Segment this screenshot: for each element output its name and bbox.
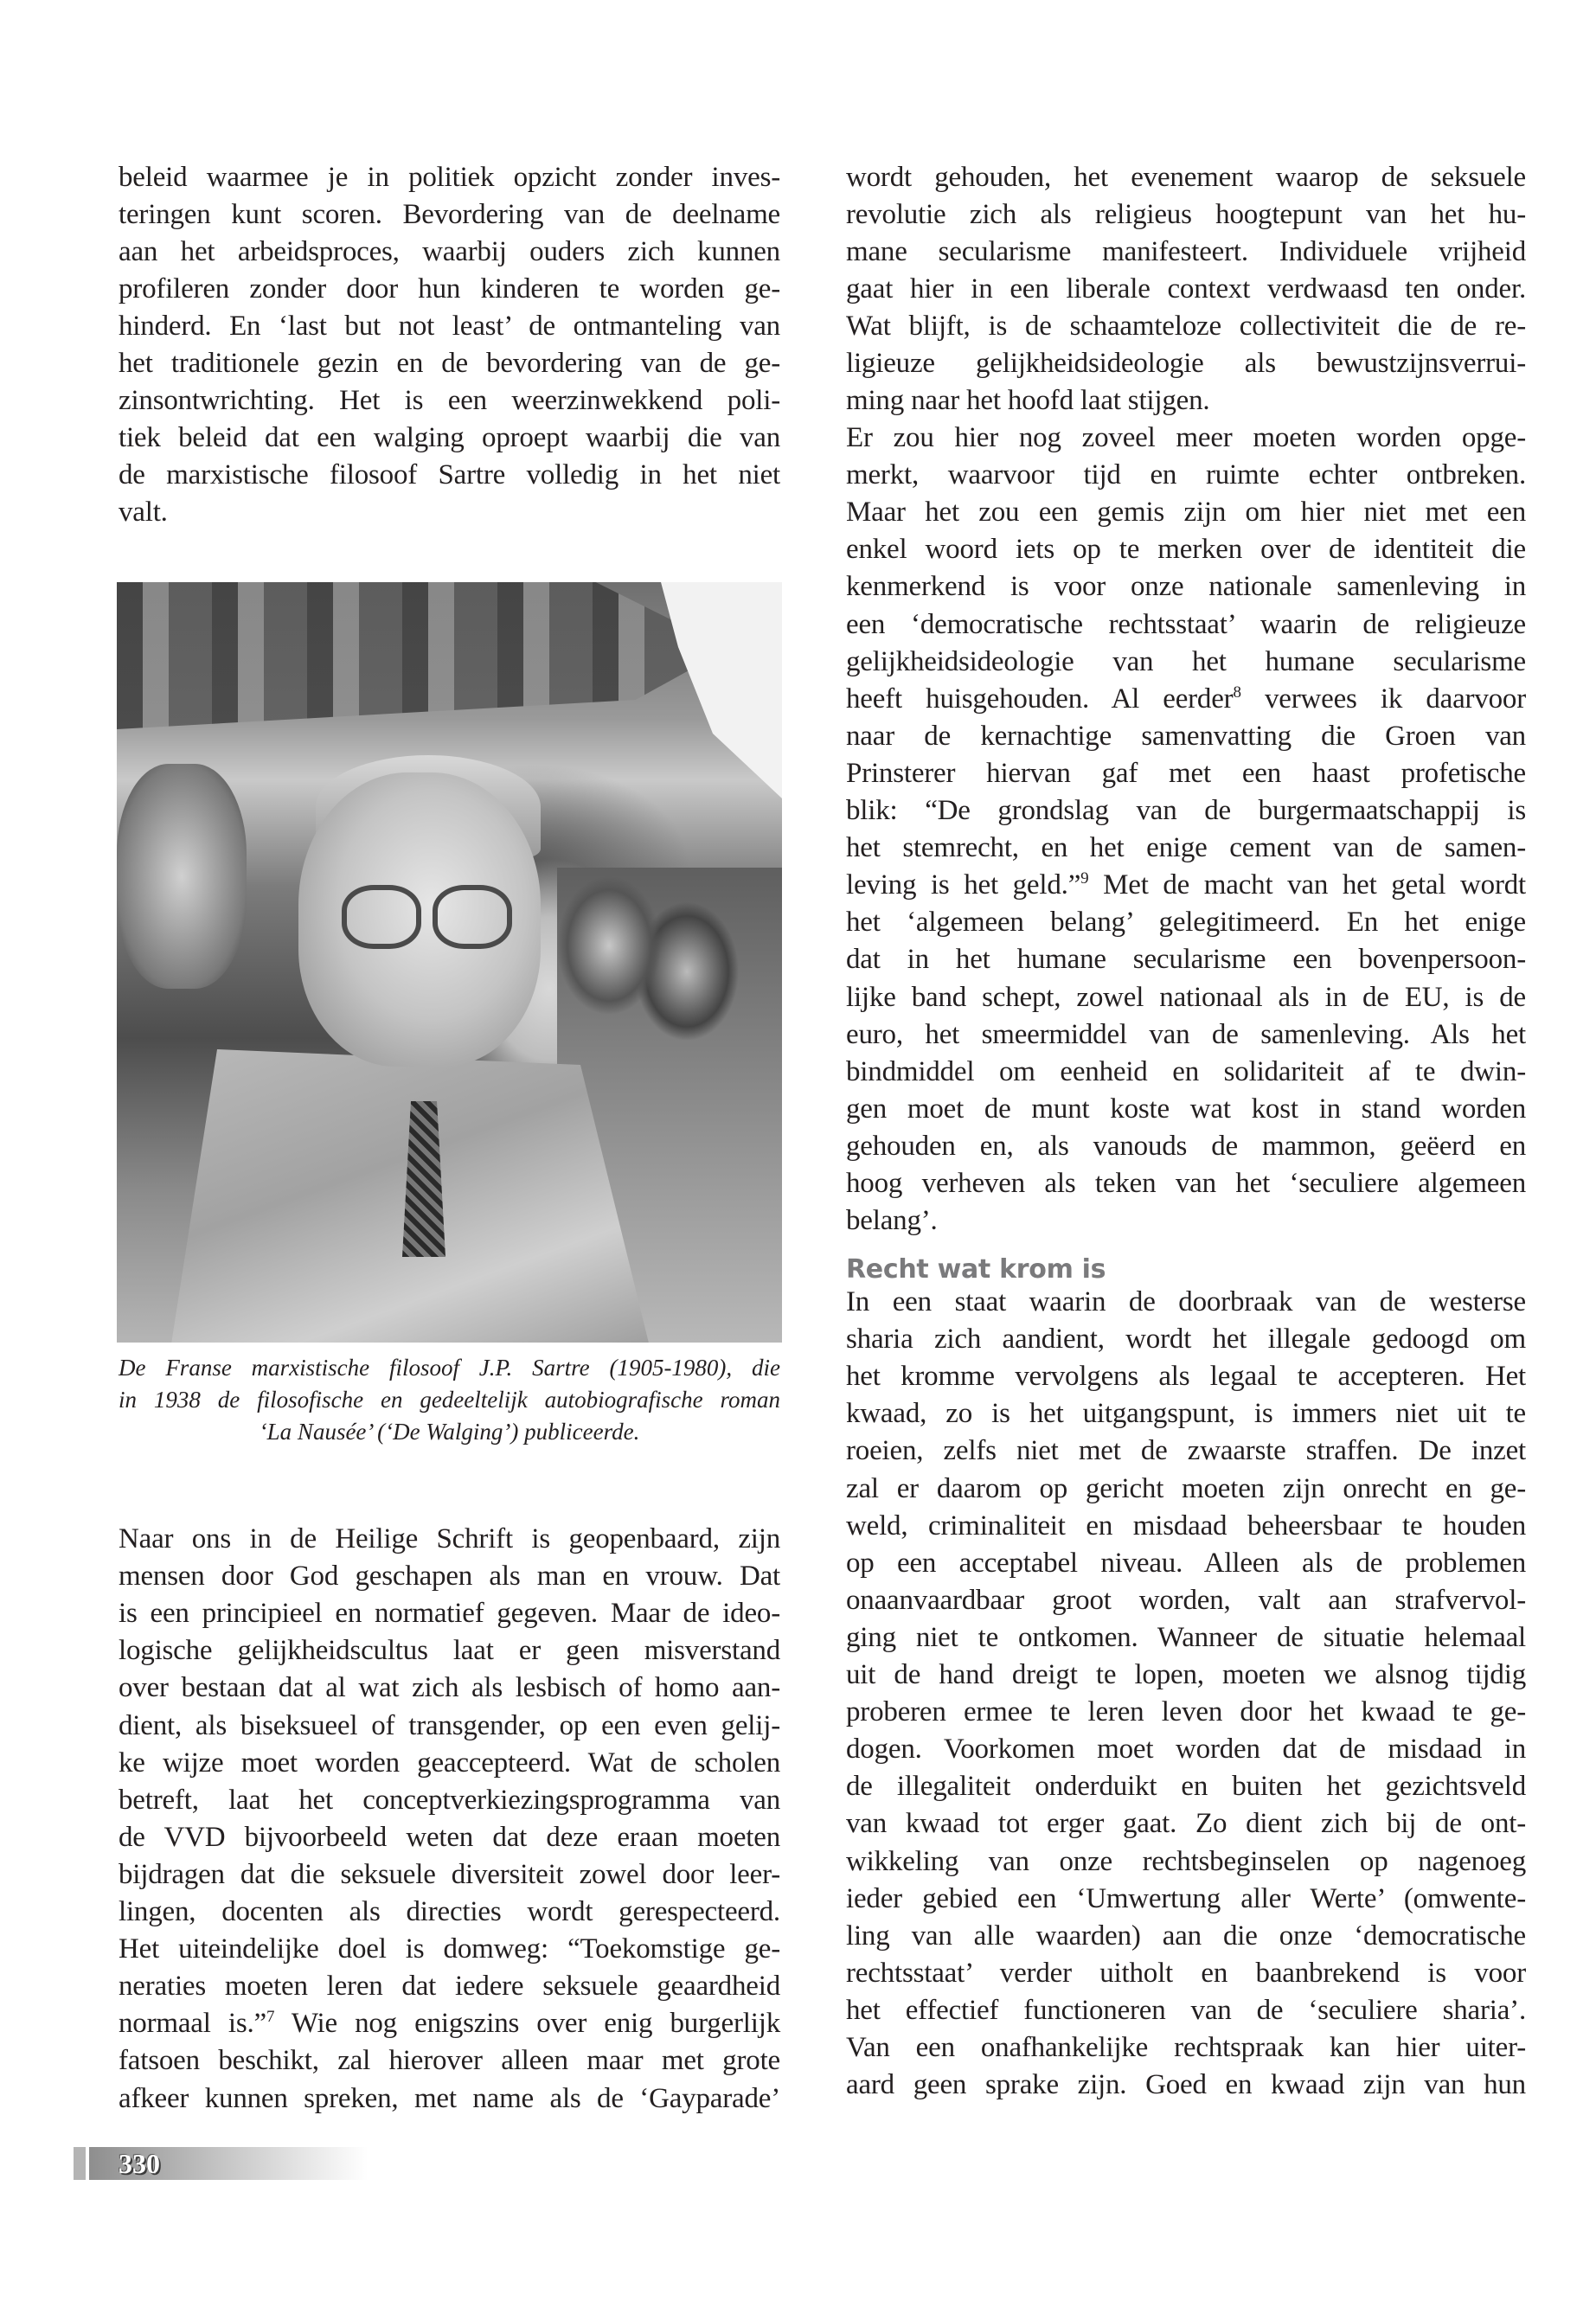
right-column [846,0,1526,2301]
body-text-line: bijdragen dat die seksuele diversiteit zowel door leer- [119,1858,780,1890]
body-text-line: een ‘democratische rechtsstaat’ waarin de religieuze [846,608,1526,640]
body-text-line: het effectief functioneren van de ‘seculiere sharia’. [846,1994,1526,2026]
body-text-line: fatsoen beschikt, zal hierover alleen maar met grote [119,2045,780,2077]
body-text-line: dat in het humane secularisme een bovenpersoon- [846,944,1526,976]
body-text-line [846,867,1526,904]
body-text-line: Het uiteindelijke doel is domweg: “Toekomstige ge- [119,1933,780,1965]
body-text-line: rechtsstaat’ verder uitholt en baanbrekend is voor [846,1957,1526,1989]
body-text-line: Naar ons in de Heilige Schrift is geopenbaard, zijn [119,1523,780,1554]
body-text-line: aan het arbeidsproces, waarbij ouders zich kunnen [119,236,780,267]
body-text-line: uit de hand dreigt te lopen, moeten we alsnog tijdig [846,1659,1526,1690]
page-number-bar [74,2147,368,2180]
page-bar-stripe [74,2147,86,2180]
body-text-line: beleid waarmee je in politiek opzicht zonder inves- [119,162,780,193]
body-text-line: mensen door God geschapen als man en vrouw. Dat [119,1561,780,1593]
body-text-line: kenmerkend is voor onze nationale samenleving in [846,571,1526,603]
page-number: 330 [119,2148,160,2179]
body-text-line: lijke band schept, zowel nationaal als in de EU, is de [846,981,1526,1013]
body-text-line: ling van alle waarden) aan die onze ‘democratische [846,1920,1526,1952]
body-text-line: Prinsterer hiervan gaf met een haast profetische [846,757,1526,789]
body-text-line: wikkeling van onze rechtsbeginselen op nagenoeg [846,1845,1526,1877]
body-text-line: valt. [119,497,168,528]
body-text-line: belang’. [846,1205,938,1237]
body-text-line: profileren zonder door hun kinderen te worden ge- [119,273,780,304]
body-text-line: afkeer kunnen spreken, met name als de ‘Gayparade’ [119,2082,780,2114]
body-text-line: euro, het smeermiddel van de samenleving. Als het [846,1018,1526,1050]
body-text-line: weld, criminaliteit en misdaad beheersbaar te houden [846,1509,1526,1541]
body-text-line: het stemrecht, en het enige cement van de samen- [846,832,1526,864]
body-text-line: sharia zich aandient, wordt het illegale gedoogd om [846,1324,1526,1356]
text-run: verwees ik daarvoor [1240,683,1527,715]
body-text-line: blik: “De grondslag van de burgermaatschappij is [846,795,1526,826]
body-text-line [846,681,1526,718]
text-run: normaal is.” [119,2008,266,2040]
body-text-line: gelijkheidsideologie van het humane secularisme [846,645,1526,677]
body-text-line: neraties moeten leren dat iedere seksuele geaardheid [119,1971,780,2003]
photo-bystander-left [117,764,247,989]
body-text-line: onaanvaardbaar groot worden, valt aan strafvervol- [846,1584,1526,1616]
text-run: leving is het geld.” [846,869,1081,901]
body-text-line: ging niet te ontkomen. Wanneer de situatie helemaal [846,1621,1526,1653]
body-text-line: merkt, waarvoor tijd en ruimte echter ontbreken. [846,459,1526,491]
body-text-line: dogen. Voorkomen moet worden dat de misdaad in [846,1734,1526,1766]
body-text-line: gen moet de munt koste wat kost in stand worden [846,1093,1526,1125]
body-text-line: op een acceptabel niveau. Alleen als de problemen [846,1547,1526,1579]
left-column [119,0,780,2301]
body-text-line [119,2005,780,2042]
body-text-line: ming naar het hoofd laat stijgen. [846,385,1210,416]
footnote-reference: 9 [1080,869,1089,888]
text-run: Wie nog enigszins over enig burgerlijk [274,2008,781,2040]
body-text-line: Wat blijft, is de schaamteloze collectiviteit die de re- [846,311,1526,342]
body-text-line: hinderd. En ‘last but not least’ de ontmanteling van [119,311,780,342]
body-text-line: roeien, zelfs niet met de zwaarste straffen. De inzet [846,1435,1526,1467]
body-text-line: hoog verheven als teken van het ‘seculiere algemeen [846,1168,1526,1199]
body-text-line: wordt gehouden, het evenement waarop de seksuele [846,162,1526,193]
body-text-line: de marxistische filosoof Sartre volledig in het niet [119,459,780,490]
body-text-line: dient, als biseksueel of transgender, op een even gelij- [119,1709,780,1741]
body-text-line: logische gelijkheidscultus laat er geen misverstand [119,1635,780,1667]
body-text-line: ke wijze moet worden geaccepteerd. Wat de scholen [119,1747,780,1779]
body-text-line: gaat hier in een liberale context verdwaasd ten onder. [846,273,1526,304]
body-text-line: zinsontwrichting. Het is een weerzinwekkend poli- [119,385,780,416]
body-text-line: Er zou hier nog zoveel meer moeten worden opge- [846,422,1526,453]
body-text-line: de VVD bijvoorbeeld weten dat deze eraan moeten [119,1821,780,1853]
body-text-line: de illegaliteit onderduikt en buiten het gezichtsveld [846,1771,1526,1803]
body-text-line: lingen, docenten als directies wordt gerespecteerd. [119,1896,780,1927]
body-text-line: In een staat waarin de doorbraak van de westerse [846,1286,1526,1317]
body-text-line: enkel woord iets op te merken over de identiteit die [846,534,1526,566]
text-run: Met de macht van het getal wordt [1088,869,1527,901]
body-text-line: het traditionele gezin en de bevordering van de ge- [119,348,780,379]
body-text-line: Maar het zou een gemis zijn om hier niet met een [846,497,1526,529]
body-text-line: betreft, laat het conceptverkiezingsprogramma van [119,1784,780,1816]
body-text-line: het ‘algemeen belang’ gelegitimeerd. En het enige [846,907,1526,939]
body-text-line: gehouden en, als vanouds de mammon, geëerd en [846,1130,1526,1162]
body-text-line: is een principieel en normatief gegeven. Maar de ideo- [119,1598,780,1630]
body-text-line: teringen kunt scoren. Bevordering van de deelname [119,199,780,230]
body-text-line: aard geen sprake zijn. Goed en kwaad zijn van hun [846,2069,1526,2101]
sartre-photo [117,582,782,1343]
body-text-line: tiek beleid dat een walging oproept waarbij die van [119,422,780,453]
body-text-line: bindmiddel om eenheid en solidariteit af te dwin- [846,1055,1526,1087]
caption-line: in 1938 de filosofische en gedeeltelijk autobiografische roman [119,1387,780,1413]
photo-glasses [342,885,515,945]
body-text-line: zal er daarom op gericht moeten zijn onrecht en ge- [846,1472,1526,1504]
body-text-line: Van een onafhankelijke rechtspraak kan hier uiter- [846,2032,1526,2063]
section-heading: Recht wat krom is [846,1254,1106,1285]
body-text-line: ieder gebied een ‘Umwertung aller Werte’ (omwente- [846,1882,1526,1914]
text-run: heeft huisgehouden. Al eerder [846,683,1234,715]
body-text-line: kwaad, zo is het uitgangspunt, is immers niet uit te [846,1398,1526,1430]
body-text-line: het kromme vervolgens als legaal te accepteren. Het [846,1361,1526,1393]
body-text-line: over bestaan dat al wat zich als lesbisch of homo aan- [119,1672,780,1704]
body-text-line: mane secularisme manifesteert. Individuele vrijheid [846,236,1526,267]
body-text-line: naar de kernachtige samenvatting die Groen van [846,720,1526,752]
footnote-reference: 7 [266,2008,275,2027]
caption-line: ‘La Nausée’ (‘De Walging’) publiceerde. [259,1419,640,1445]
footnote-reference: 8 [1233,683,1241,702]
caption-line: De Franse marxistische filosoof J.P. Sartre (1905-1980), die [119,1355,780,1381]
body-text-line: revolutie zich als religieus hoogtepunt van het hu- [846,199,1526,230]
body-text-line: proberen ermee te leren leven door het kwaad te ge- [846,1696,1526,1728]
body-text-line: ligieuze gelijkheidsideologie als bewustzijnsverrui- [846,348,1526,379]
body-text-line: van kwaad tot erger gaat. Zo dient zich bij de ont- [846,1808,1526,1840]
